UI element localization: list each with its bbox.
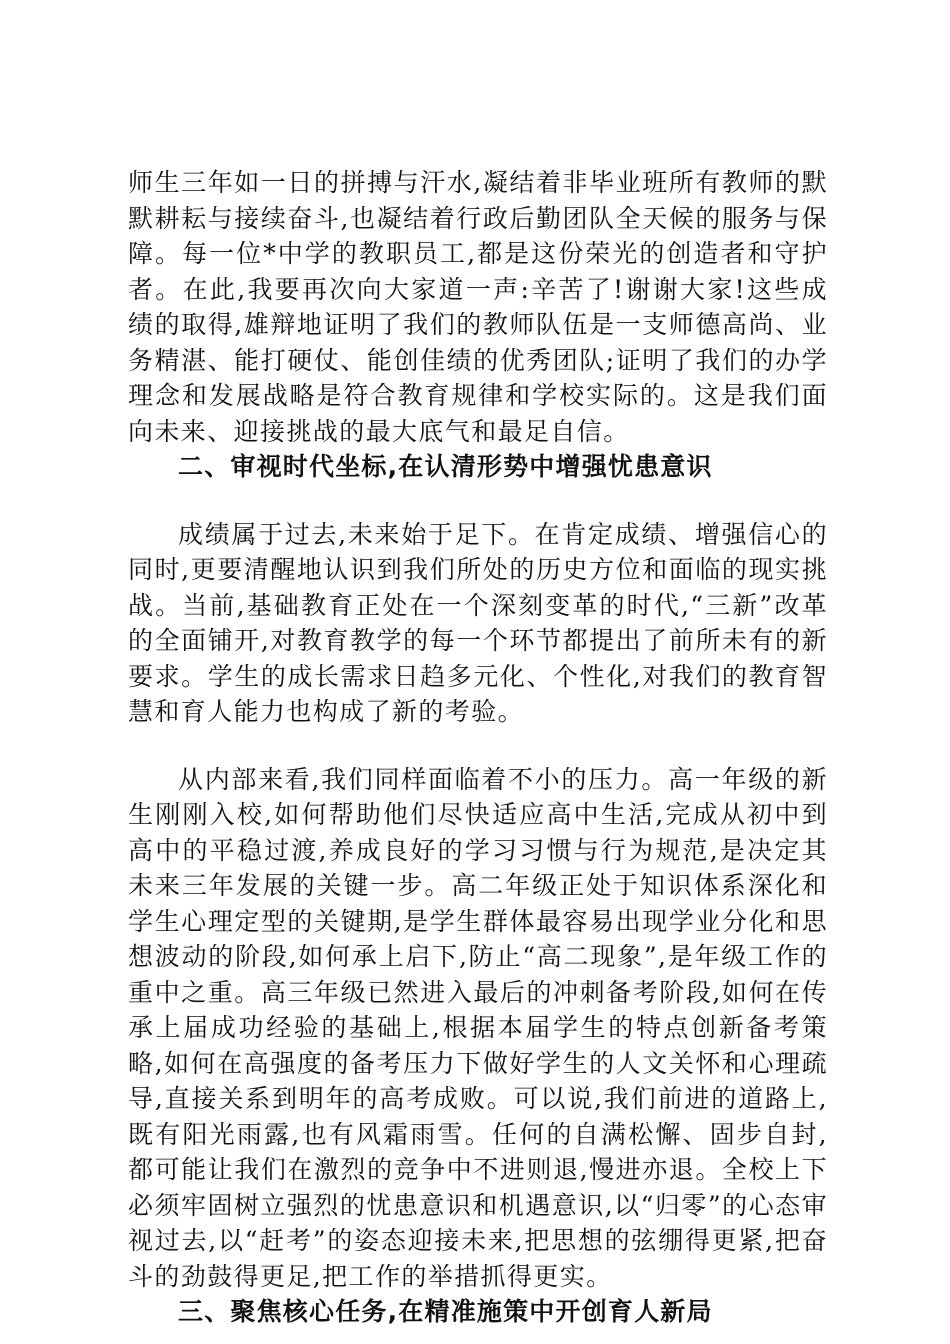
- paragraph-internal-pressure: 从内部来看,我们同样面临着不小的压力。高一年级的新生刚刚入校,如何帮助他们尽快适应高中生活,完成从初中到高中的平稳过渡,养成良好的学习习惯与行为规范,是决定其未来三年发展的关键一步。高二年级正处于知识体系深化和学生心理定型的关键期,是学生群体最容易出现学业分化和思想波动的阶段,如何承上启下,防止“高二现象”,是年级工作的重中之重。高三年级已然进入最后的冲刺备考阶段,如何在传承上届成功经验的基础上,根据本届学生的特点创新备考策略,如何在高强度的备考压力下做好学生的人文关怀和心理疏导,直接关系到明年的高考成败。可以说,我们前进的道路上,既有阳光雨露,也有风霜雨雪。任何的自满松懈、固步自封,都可能让我们在激烈的竞争中不进则退,慢进亦退。全校上下必须牢固树立强烈的忧患意识和机遇意识,以“归零”的心态审视过去,以“赶考”的姿态迎接未来,把思想的弦绷得更紧,把奋斗的劲鼓得更足,把工作的举措抓得更实。: [128, 764, 828, 1291]
- document-body: [128, 165, 828, 1330]
- section-heading-2: 二、审视时代坐标,在认清形势中增强忧患意识: [178, 452, 713, 481]
- paragraph-continuation: 师生三年如一日的拼搏与汗水,凝结着非毕业班所有教师的默默耕耘与接续奋斗,也凝结着行政后勤团队全天候的服务与保障。每一位*中学的教职员工,都是这份荣光的创造者和守护者。在此,我要再次向大家道一声:辛苦了!谢谢大家!这些成绩的取得,雄辩地证明了我们的教师队伍是一支师德高尚、业务精湛、能打硬仗、能创佳绩的优秀团队;证明了我们的办学理念和发展战略是符合教育规律和学校实际的。这是我们面向未来、迎接挑战的最大底气和最足自信。: [128, 168, 828, 446]
- paragraph-situation: 成绩属于过去,未来始于足下。在肯定成绩、增强信心的同时,更要清醒地认识到我们所处的历史方位和面临的现实挑战。当前,基础教育正处在一个深刻变革的时代,“三新”改革的全面铺开,对教育教学的每一个环节都提出了前所未有的新要求。学生的成长需求日趋多元化、个性化,对我们的教育智慧和育人能力也构成了新的考验。: [128, 519, 828, 726]
- section-heading-3: 三、聚焦核心任务,在精准施策中开创育人新局: [178, 1297, 713, 1326]
